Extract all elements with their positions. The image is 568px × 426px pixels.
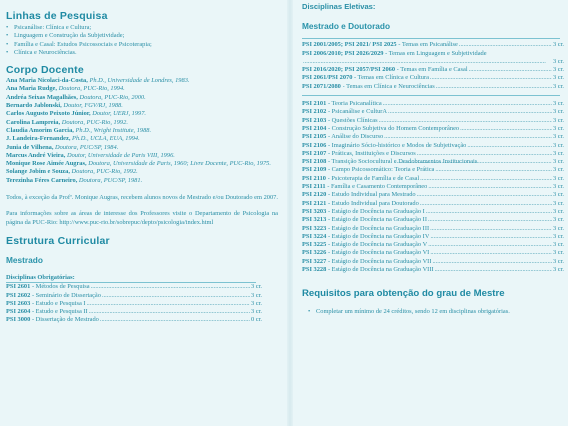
leader-dots [420, 200, 552, 208]
course-title: - Temas em Família e Casal [396, 66, 468, 74]
faculty-name: Solange Jobim e Souza, [6, 168, 70, 176]
course-title: - Estágio de Docência na Graduação VI [327, 249, 430, 257]
faculty-credential: Doutora, PUC-Rio, 2000. [79, 93, 146, 101]
course-credits: 3 cr. [552, 116, 564, 124]
estrutura-heading: Estrutura Curricular [6, 234, 110, 247]
course-row [302, 142, 564, 150]
course-credits: 3 cr. [552, 74, 564, 82]
course-row [302, 108, 564, 116]
info-link-note[interactable]: Para informações sobre as áreas de interesse dos Professores visite o Departamento de Psicologia na página da PUC-Rio: http://www.puc-rio.br/sobrepuc/depto/psicologia/index.html [6, 210, 278, 226]
course-title: - Estudo e Pesquisa I [31, 299, 86, 307]
course-title: - Temas em Linguagem e Subjetividade [385, 49, 487, 57]
course-title: - Estágio de Docência na Graduação V [327, 241, 428, 249]
leader-dots [395, 158, 552, 166]
course-credits: 3 cr. [552, 207, 564, 215]
course-credits: 3 cr. [250, 283, 262, 291]
course-code: PSI 2001/2005; PSI 2021/ PSI 2025 [302, 41, 397, 49]
faculty-name: Bernardo Jablonski, [6, 102, 62, 110]
course-row [302, 216, 564, 224]
course-title: - Psicoterapia de Família e de Casal [327, 174, 420, 182]
faculty-note: Todos, à exceção da Profª. Monique Augras, recebem alunos novos de Mestrado e/ou Doutorado em 2007. [6, 194, 278, 202]
faculty-member [6, 127, 278, 135]
left-column [6, 0, 278, 325]
course-row [302, 166, 564, 174]
faculty-member [6, 85, 278, 93]
faculty-member [6, 160, 278, 168]
course-credits: 3 cr. [552, 266, 564, 274]
course-code: PSI 2604 [6, 308, 31, 316]
course-row [302, 133, 564, 141]
course-row [302, 225, 564, 233]
course-credits: 3 cr. [552, 191, 564, 199]
course-credits: 3 cr. [552, 41, 564, 49]
faculty-name: Andréa Seixas Magalhães, [6, 93, 78, 101]
course-title: - Dissertação de Mestrado [31, 316, 99, 324]
course-code: PSI 3223 [302, 224, 327, 232]
leader-dots [91, 283, 250, 291]
requisitos-heading: Requisitos para obtenção do grau de Mestre [302, 288, 505, 300]
leader-dots [460, 125, 552, 133]
course-code: PSI 2016/2020; PSI 2057/PSI 2060 [302, 66, 396, 74]
leader-dots [430, 249, 552, 257]
course-code: PSI 3203 [302, 207, 327, 215]
faculty-name: Ana Maria Rudge, [6, 85, 57, 93]
course-credits: 3 cr. [552, 174, 564, 182]
faculty-member [6, 144, 278, 152]
course-row [6, 292, 262, 300]
course-title: - Família e Casamento Contemporâneo [327, 183, 428, 191]
faculty-credential: Doutora, PUC-Rio, 1994. [58, 85, 125, 93]
course-code: PSI 2603 [6, 299, 31, 307]
course-title: - Questões Clínicas [327, 116, 378, 124]
course-title: - Temas em Clínica e Cultura [354, 74, 429, 82]
course-row [302, 175, 564, 183]
course-row [302, 266, 564, 274]
course-row [302, 66, 564, 74]
course-code: PSI 2104 [302, 124, 327, 132]
divider [302, 38, 560, 39]
course-row [302, 191, 564, 199]
leader-dots [436, 83, 552, 91]
right-column [302, 0, 564, 317]
course-code: PSI 2103 [302, 116, 327, 124]
leader-dots [87, 300, 250, 308]
eletivas-heading: Disciplinas Eletivas: [302, 2, 376, 11]
faculty-credential: Doutora, PUC/SP, 1981. [78, 176, 143, 184]
mestrado-doutorado-heading: Mestrado e Doutorado [302, 21, 391, 32]
corpo-docente-heading: Corpo Docente [6, 64, 84, 77]
course-code: PSI 2061/PSI 2070 [302, 74, 353, 82]
page-fold [287, 0, 293, 426]
course-title: - Estudo e Pesquisa II [31, 308, 88, 316]
course-credits: 0 cr. [250, 316, 262, 324]
course-credits: 3 cr. [552, 57, 564, 65]
course-row [302, 83, 564, 91]
faculty-name: Terezinha Féres Carneiro, [6, 176, 78, 184]
course-credits: 3 cr. [552, 241, 564, 249]
leader-dots [430, 233, 552, 241]
linhas-list [6, 24, 278, 57]
mestrado-heading: Mestrado [6, 254, 43, 265]
course-credits: 3 cr. [552, 133, 564, 141]
course-credits: 3 cr. [250, 291, 262, 299]
course-credits: 3 cr. [552, 141, 564, 149]
course-credits: 3 cr. [552, 199, 564, 207]
course-code: PSI 2602 [6, 291, 31, 299]
leader-dots [383, 100, 552, 108]
course-credits: 3 cr. [250, 299, 262, 307]
faculty-credential: Doutor, FGV/RJ, 1988. [63, 102, 123, 110]
course-row [302, 100, 564, 108]
course-code: PSI 2102 [302, 108, 327, 116]
course-credits: 3 cr. [552, 232, 564, 240]
course-credits: 3 cr. [552, 158, 564, 166]
leader-dots [384, 133, 552, 141]
linhas-item: • Linguagem e Construção da Subjetividade; [6, 32, 278, 40]
course-credits: 3 cr. [552, 108, 564, 116]
course-credits: 3 cr. [552, 82, 564, 90]
course-credits: 3 cr. [552, 100, 564, 108]
course-code: PSI 2121 [302, 199, 327, 207]
course-row [302, 233, 564, 241]
linhas-item: • Família e Casal: Estudos Psicossociais e Psicoterapia; [6, 41, 278, 49]
faculty-member [6, 102, 278, 110]
course-title: - Construção Subjetiva do Homem Contemporâneo [327, 124, 460, 132]
leader-dots [89, 308, 250, 316]
course-title: - Estudo Individual para Doutorado [327, 199, 419, 207]
faculty-credential: Ph.D., Wright Institute, 1988. [75, 126, 152, 134]
course-row [302, 200, 564, 208]
course-row [302, 208, 564, 216]
course-code: PSI 2120 [302, 191, 327, 199]
faculty-list [6, 77, 278, 185]
course-code: PSI 2071/2080 [302, 82, 341, 90]
course-title: - Estudo Individual para Mestrado [327, 191, 416, 199]
requisitos-item: • Completar um mínimo de 24 créditos, sendo 12 em disciplinas obrigatórias. [308, 308, 564, 316]
faculty-member [6, 119, 278, 127]
leader-dots [388, 108, 552, 116]
course-row [6, 283, 262, 291]
course-code: PSI 2006/2010; PSI 2026/2029 [302, 49, 384, 57]
leader-dots [469, 66, 552, 74]
course-row [302, 183, 564, 191]
leader-dots [303, 58, 552, 66]
obrigatorias-heading: Disciplinas Obrigatórias: [6, 273, 75, 281]
leader-dots [430, 74, 552, 82]
course-code: PSI 2107 [302, 149, 327, 157]
course-row [302, 117, 564, 125]
requisitos-list [302, 308, 564, 316]
faculty-credential: Doutora, Universidade de Paris, 1960; Livre Docente, PUC-Rio, 1975. [88, 160, 271, 168]
leader-dots [102, 292, 250, 300]
course-row [302, 258, 564, 266]
course-credits: 3 cr. [552, 249, 564, 257]
eletivas-group-1 [302, 41, 564, 91]
faculty-name: Carolina Lampreia, [6, 118, 61, 126]
course-row [6, 300, 262, 308]
leader-dots [428, 241, 552, 249]
faculty-member [6, 135, 278, 143]
faculty-member [6, 152, 278, 160]
course-title: - Temas em Clínica e Neurociências [342, 82, 435, 90]
course-row [302, 41, 564, 49]
course-credits: 3 cr. [552, 183, 564, 191]
divider [302, 95, 560, 96]
faculty-member [6, 110, 278, 118]
course-title: - Estágio de Docência na Graduação VIII [327, 266, 434, 274]
course-title: - Estágio de Docência na Graduação IV [327, 232, 430, 240]
course-title: - Seminário de Dissertação [31, 291, 101, 299]
course-row [302, 74, 564, 82]
faculty-member [6, 77, 278, 85]
leader-dots [426, 208, 552, 216]
linhas-item: • Psicanálise: Clínica e Cultura; [6, 24, 278, 32]
course-title: - Estágio de Docência na Graduação I [327, 207, 425, 215]
course-title: - Práticas, Instituições e Discursos [327, 149, 416, 157]
course-title: - Imaginário Sócio-histórico e Modos de Subjetivação [327, 141, 467, 149]
course-row [302, 158, 564, 166]
faculty-name: J. Landeira-Fernandez, [6, 135, 71, 143]
course-code: PSI 2110 [302, 174, 326, 182]
course-credits: 3 cr. [552, 166, 564, 174]
leader-dots [428, 183, 552, 191]
leader-dots [435, 266, 552, 274]
leader-dots [459, 41, 552, 49]
course-code: PSI 3226 [302, 249, 327, 257]
faculty-credential: Ph.D., UCLA, EUA, 1994. [72, 135, 140, 143]
course-title: - Análise do Discurso [327, 133, 384, 141]
leader-dots [428, 216, 552, 224]
course-row [302, 241, 564, 249]
eletivas-group-2 [302, 100, 564, 274]
course-title: - Transição Sociocultural e Desdobramentos Institucionais [327, 158, 478, 166]
faculty-member [6, 168, 278, 176]
course-title: - Estágio de Docência na Graduação VII [327, 257, 432, 265]
faculty-member [6, 177, 278, 185]
course-row [302, 50, 564, 67]
faculty-credential: Doutora, PUC-Rio, 1992. [61, 118, 128, 126]
course-credits: 3 cr. [552, 149, 564, 157]
faculty-credential: Doutora, PUC-Rio, 1992. [71, 168, 138, 176]
course-code: PSI 3227 [302, 257, 327, 265]
faculty-name: Monique Rose Aimée Augras, [6, 160, 87, 168]
leader-dots [467, 142, 552, 150]
leader-dots [379, 117, 552, 125]
leader-dots [435, 166, 552, 174]
course-code: PSI 2106 [302, 141, 327, 149]
course-code: PSI 2108 [302, 158, 327, 166]
course-code: PSI 3225 [302, 241, 327, 249]
faculty-name: Marcus André Vieira, [6, 151, 66, 159]
course-code: PSI 3228 [302, 266, 327, 274]
course-code: PSI 3224 [302, 232, 327, 240]
linhas-heading: Linhas de Pesquisa [6, 10, 108, 22]
course-credits: 3 cr. [552, 124, 564, 132]
course-row [302, 150, 564, 158]
leader-dots [100, 316, 250, 324]
faculty-name: Carlos Augusto Peixoto Júnior, [6, 110, 91, 118]
course-code: PSI 2111 [302, 183, 326, 191]
course-code: PSI 2109 [302, 166, 327, 174]
leader-dots [417, 191, 552, 199]
course-title: - Estágio de Docência na Graduação II [327, 216, 427, 224]
course-title: - Campo Psicossomático: Teoria e Prática [327, 166, 435, 174]
leader-dots [432, 258, 552, 266]
course-credits: 3 cr. [552, 257, 564, 265]
faculty-credential: Doutor, Universidade de Paris VIII, 1996. [66, 151, 175, 159]
course-credits: 3 cr. [552, 224, 564, 232]
faculty-member [6, 94, 278, 102]
course-title: - Temas em Psicanálise [398, 41, 458, 49]
leader-dots [430, 225, 552, 233]
course-row [302, 125, 564, 133]
course-code: PSI 2105 [302, 133, 327, 141]
course-credits: 3 cr. [552, 66, 564, 74]
course-title: - Métodos de Pesquisa [31, 283, 90, 291]
leader-dots [417, 150, 552, 158]
course-code: PSI 2601 [6, 283, 31, 291]
faculty-credential: Doutora, PUC/SP, 1984. [55, 143, 119, 151]
faculty-name: Ana Maria Nicolaci-da-Costa, [6, 77, 88, 85]
course-credits: 3 cr. [552, 216, 564, 224]
obrigatorias-list [6, 283, 262, 324]
faculty-name: Junia de Vilhena, [6, 143, 54, 151]
course-row [302, 249, 564, 257]
course-code: PSI 2101 [302, 100, 327, 108]
course-credits: 3 cr. [250, 308, 262, 316]
faculty-credential: Ph.D., Universidade de Londres, 1983. [89, 77, 190, 85]
linhas-item: • Clínica e Neurociências. [6, 49, 278, 57]
course-row [6, 308, 262, 316]
course-code: PSI 3213 [302, 216, 327, 224]
faculty-credential: Doutor, UERJ, 1997. [92, 110, 147, 118]
course-title: - Teoria Psicanalítica [327, 100, 382, 108]
leader-dots [420, 175, 552, 183]
course-title: - Psicanálise e CulturA [327, 108, 388, 116]
course-code: PSI 3000 [6, 316, 31, 324]
faculty-name: Claudia Amorim Garcia, [6, 126, 74, 134]
course-row [6, 316, 262, 324]
course-title: - Estágio de Docência na Graduação III [327, 224, 430, 232]
